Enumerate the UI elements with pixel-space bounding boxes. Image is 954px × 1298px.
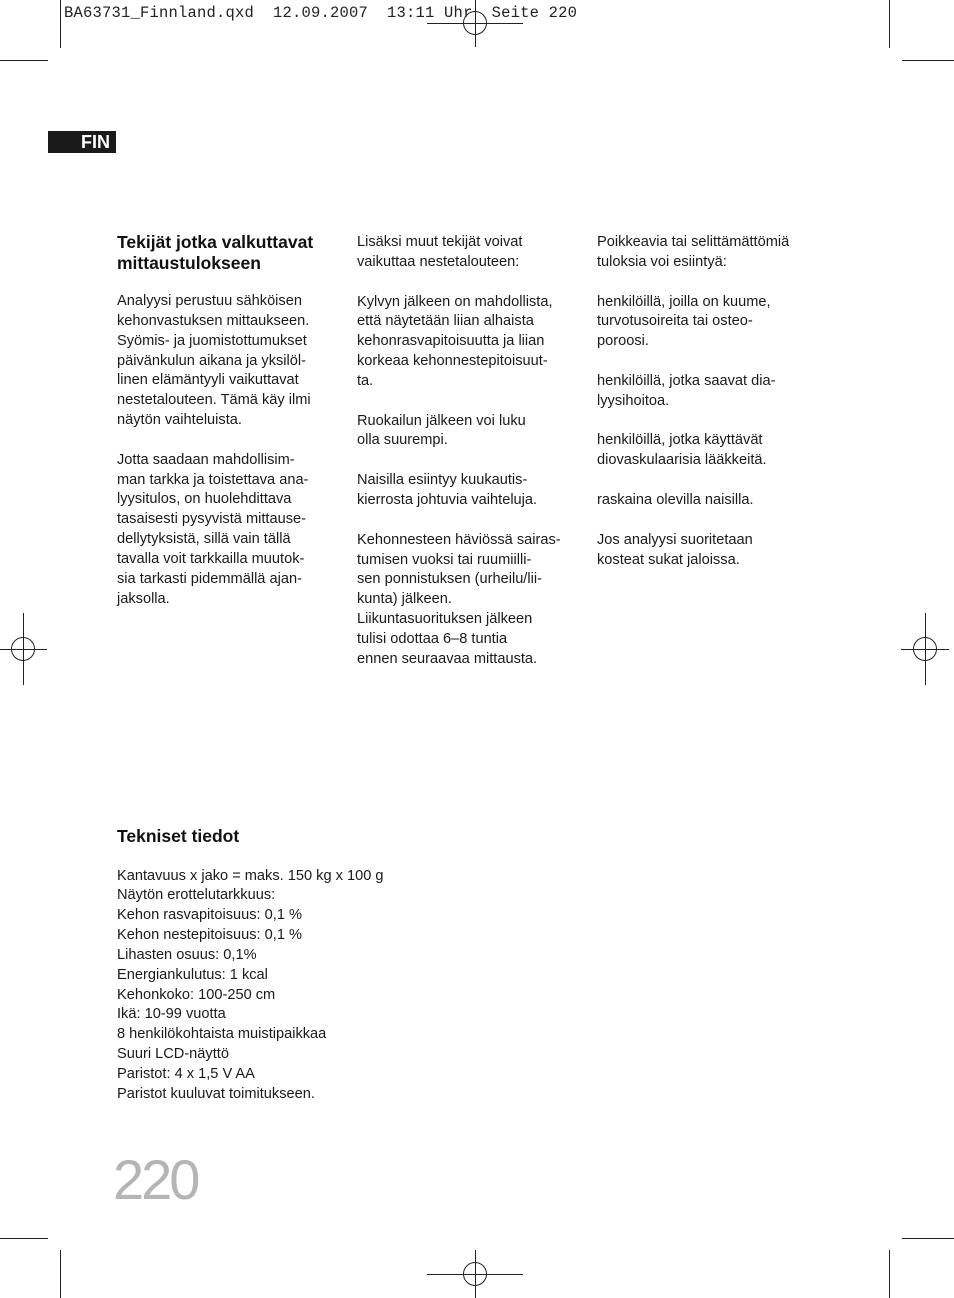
- print-slug-header: BA63731_Finnland.qxd 12.09.2007 13:11 Uhr Seite 220: [64, 4, 578, 22]
- spec-item: Näytön erottelutarkkuus:: [117, 887, 276, 904]
- spec-item: Ikä: 10-99 vuotta: [117, 1006, 226, 1023]
- paragraph: Poikkeavia tai selittämättömiä tuloksia voi esiintyä:: [597, 234, 790, 270]
- registration-mark-bottom: [463, 1262, 487, 1286]
- technical-specs: [117, 826, 517, 1105]
- paragraph: Kehonnesteen häviössä sairas- tumisen vuoksi tai ruumiilli- sen ponnistuksen (urheilu/lii- kunta) jälkeen. Liikuntasuorituksen jälkeen tulisi odottaa 6–8 tuntia ennen seuraavaa mittausta.: [357, 531, 561, 667]
- registration-mark-right: [913, 637, 937, 661]
- paragraph: Jos analyysi suoritetaan kosteat sukat jaloissa.: [597, 531, 753, 568]
- language-badge: FIN: [48, 131, 116, 153]
- spec-item: Paristot: 4 x 1,5 V AA: [117, 1065, 255, 1082]
- spec-item: Kantavuus x jako = maks. 150 kg x 100 g: [117, 867, 384, 884]
- paragraph: henkilöillä, jotka käyttävät diovaskulaarisia lääkkeitä.: [597, 432, 767, 469]
- spec-item: 8 henkilökohtaista muistipaikkaa: [117, 1026, 327, 1043]
- crop-mark-top-left-horizontal: [0, 60, 48, 61]
- crop-mark-top-right-horizontal: [902, 60, 954, 61]
- spec-item: Energiankulutus: 1 kcal: [117, 966, 268, 983]
- crop-mark-top-right-vertical: [889, 0, 890, 48]
- spec-item: Kehon rasvapitoisuus: 0,1 %: [117, 907, 302, 924]
- spec-item: Kehonkoko: 100-250 cm: [117, 986, 276, 1003]
- page-number: 220: [113, 1148, 198, 1211]
- column-factors: [117, 232, 342, 610]
- registration-mark-left: [11, 637, 35, 661]
- paragraph: henkilöillä, joilla on kuume, turvotusoireita tai osteo- poroosi.: [597, 293, 771, 350]
- paragraph: Ruokailun jälkeen voi luku olla suurempi.: [357, 412, 526, 449]
- crop-mark-bottom-right-horizontal: [902, 1238, 954, 1239]
- paragraph: raskaina olevilla naisilla.: [597, 491, 754, 508]
- spec-item: Kehon nestepitoisuus: 0,1 %: [117, 927, 302, 944]
- section-heading-factors: Tekijät jotka valkuttavat mittaustulokseen: [117, 232, 314, 273]
- column-deviating-results: [597, 233, 822, 570]
- spec-item: Paristot kuuluvat toimitukseen.: [117, 1085, 315, 1102]
- paragraph: Analyysi perustuu sähköisen kehonvastuksen mittaukseen. Syömis- ja juomistottumukset päivänkulun aikana ja yksilöl- linen elämäntyyli vaikuttavat nestetalouteen. Tämä käy ilmi näytön vaihteluista.: [117, 293, 311, 429]
- section-heading-specs: Tekniset tiedot: [117, 826, 240, 846]
- column-other-factors: [357, 233, 582, 670]
- spec-item: Suuri LCD-näyttö: [117, 1046, 229, 1063]
- crop-mark-bottom-left-horizontal: [0, 1238, 48, 1239]
- paragraph: Jotta saadaan mahdollisim- man tarkka ja toistettava ana- lyysitulos, on huolehdittava tasaisesti pysyvistä mittause- dellytyksistä, sillä vain tällä tavalla voit tarkkailla muutok- sia tarkasti pidemmällä ajan- jaksolla.: [117, 451, 309, 607]
- crop-mark-bottom-left-vertical: [60, 1250, 61, 1298]
- paragraph: Naisilla esiintyy kuukautis- kierrosta johtuvia vaihteluja.: [357, 472, 538, 508]
- spec-list: [117, 867, 517, 1105]
- paragraph: Kylvyn jälkeen on mahdollista, että näytetään liian alhaista kehonrasvapitoisuutta ja liian korkeaa kehonnestepitoisuut- ta.: [357, 293, 553, 389]
- crop-mark-top-left-vertical: [60, 0, 61, 48]
- spec-item: Lihasten osuus: 0,1%: [117, 946, 257, 963]
- crop-mark-bottom-right-vertical: [889, 1250, 890, 1298]
- paragraph: Lisäksi muut tekijät voivat vaikuttaa nestetalouteen:: [357, 234, 523, 270]
- paragraph: henkilöillä, jotka saavat dia- lyysihoitoa.: [597, 372, 776, 409]
